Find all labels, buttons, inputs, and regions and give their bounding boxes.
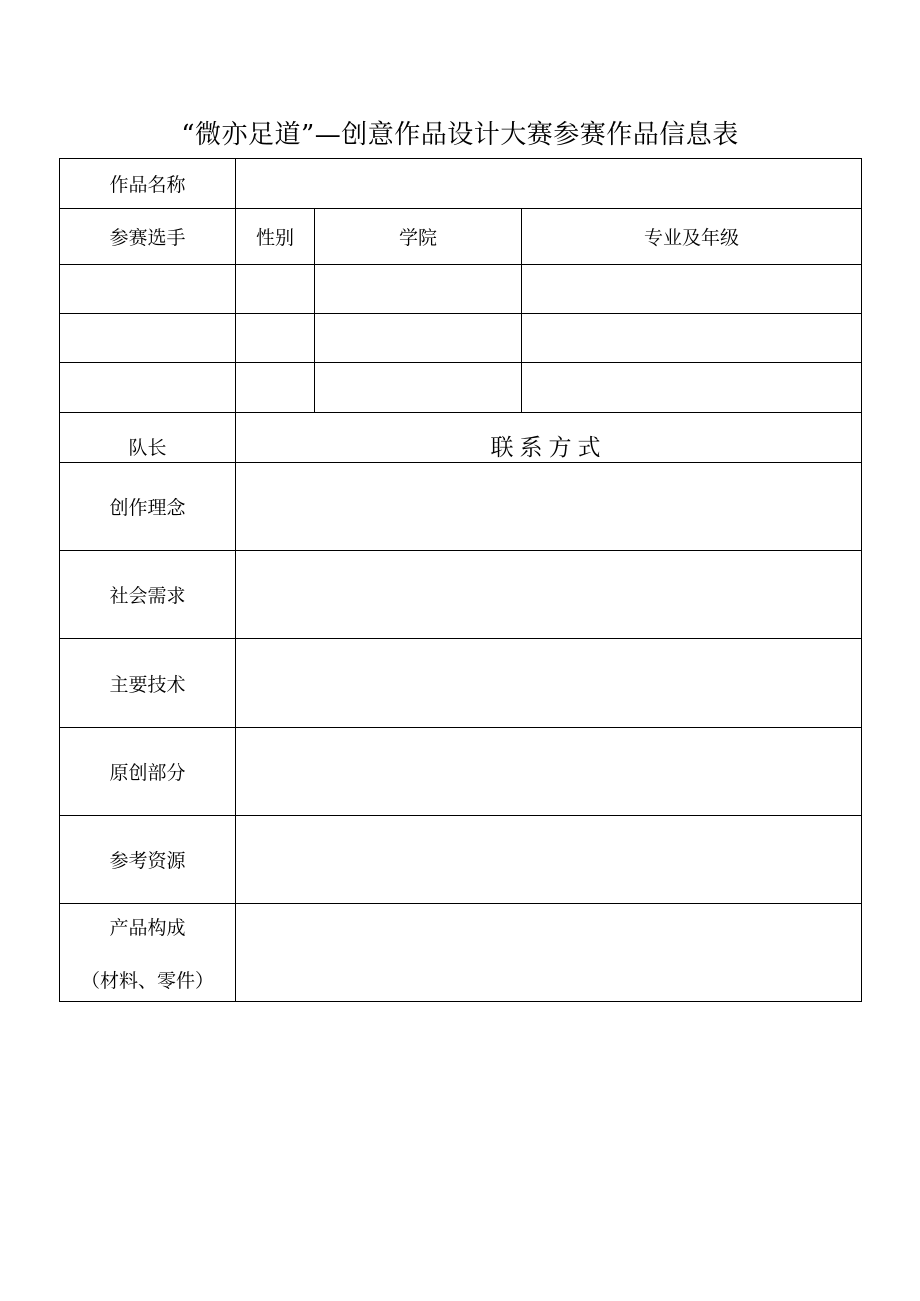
contestant-major-cell[interactable]: [522, 314, 862, 363]
references-cell[interactable]: [236, 816, 862, 904]
social-need-label: 社会需求: [60, 551, 236, 639]
gender-label: 性别: [236, 209, 315, 265]
original-label: 原创部分: [60, 728, 236, 816]
references-row: [60, 816, 862, 904]
contestant-gender-cell[interactable]: [236, 314, 315, 363]
contestant-row: [60, 314, 862, 363]
contestant-name-cell[interactable]: [60, 265, 236, 314]
contact-label: 联系方式: [236, 413, 862, 463]
concept-label: 创作理念: [60, 463, 236, 551]
composition-row: [60, 904, 862, 1002]
references-label: 参考资源: [60, 816, 236, 904]
contestant-college-cell[interactable]: [315, 314, 522, 363]
contestant-college-cell[interactable]: [315, 363, 522, 413]
contestant-major-cell[interactable]: [522, 363, 862, 413]
college-label: 学院: [315, 209, 522, 265]
main-tech-label: 主要技术: [60, 639, 236, 728]
main-tech-row: [60, 639, 862, 728]
original-row: [60, 728, 862, 816]
work-name-cell[interactable]: [236, 159, 862, 209]
work-name-label: 作品名称: [60, 159, 236, 209]
concept-row: [60, 463, 862, 551]
contestant-header-row: [60, 209, 862, 265]
main-tech-cell[interactable]: [236, 639, 862, 728]
social-need-row: [60, 551, 862, 639]
contestant-major-cell[interactable]: [522, 265, 862, 314]
composition-label: [60, 904, 236, 1002]
contestant-row: [60, 363, 862, 413]
composition-label-line2: （材料、零件）: [80, 969, 214, 992]
entry-info-table: [59, 158, 862, 1002]
contestant-name-cell[interactable]: [60, 363, 236, 413]
leader-label: 队长: [60, 413, 236, 463]
form-title: “微亦足道”—创意作品设计大赛参赛作品信息表: [181, 120, 739, 150]
contestant-name-cell[interactable]: [60, 314, 236, 363]
contestant-row: [60, 265, 862, 314]
composition-cell[interactable]: [236, 904, 862, 1002]
leader-row: [60, 413, 862, 463]
work-name-row: [60, 159, 862, 209]
contestant-gender-cell[interactable]: [236, 363, 315, 413]
contestant-label: 参赛选手: [60, 209, 236, 265]
contestant-college-cell[interactable]: [315, 265, 522, 314]
composition-label-line1: 产品构成: [109, 916, 186, 939]
concept-cell[interactable]: [236, 463, 862, 551]
social-need-cell[interactable]: [236, 551, 862, 639]
original-cell[interactable]: [236, 728, 862, 816]
major-grade-label: 专业及年级: [522, 209, 862, 265]
contestant-gender-cell[interactable]: [236, 265, 315, 314]
